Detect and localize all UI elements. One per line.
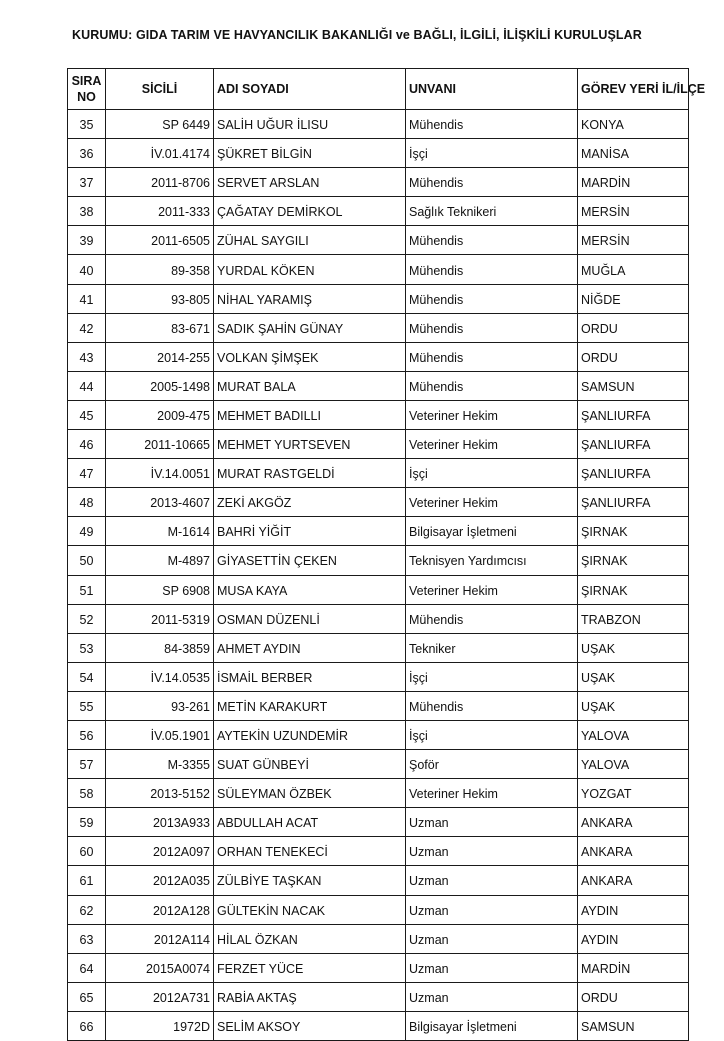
cell-sicili: M-1614 xyxy=(106,517,214,546)
cell-adi-soyadi: AHMET AYDIN xyxy=(214,633,406,662)
cell-adi-soyadi: ZÜLBİYE TAŞKAN xyxy=(214,866,406,895)
cell-gorev-yeri: TRABZON xyxy=(578,604,689,633)
cell-unvani: Uzman xyxy=(406,982,578,1011)
cell-unvani: Mühendis xyxy=(406,371,578,400)
table-row xyxy=(68,924,689,953)
table-row xyxy=(68,226,689,255)
cell-adi-soyadi: SERVET ARSLAN xyxy=(214,168,406,197)
cell-sicili: SP 6449 xyxy=(106,110,214,139)
cell-unvani: Mühendis xyxy=(406,168,578,197)
cell-gorev-yeri: UŞAK xyxy=(578,691,689,720)
cell-adi-soyadi: ÇAĞATAY DEMİRKOL xyxy=(214,197,406,226)
cell-adi-soyadi: AYTEKİN UZUNDEMİR xyxy=(214,720,406,749)
cell-adi-soyadi: BAHRİ YİĞİT xyxy=(214,517,406,546)
cell-unvani: Mühendis xyxy=(406,284,578,313)
cell-sira-no: 38 xyxy=(68,197,106,226)
table-row xyxy=(68,517,689,546)
cell-sicili: 2011-6505 xyxy=(106,226,214,255)
cell-unvani: Mühendis xyxy=(406,313,578,342)
cell-adi-soyadi: ABDULLAH ACAT xyxy=(214,808,406,837)
table-row xyxy=(68,459,689,488)
cell-gorev-yeri: ANKARA xyxy=(578,808,689,837)
cell-sira-no: 49 xyxy=(68,517,106,546)
cell-sira-no: 39 xyxy=(68,226,106,255)
header-sira-no xyxy=(68,69,106,110)
table-row xyxy=(68,866,689,895)
table-row xyxy=(68,953,689,982)
cell-gorev-yeri: AYDIN xyxy=(578,924,689,953)
cell-unvani: İşçi xyxy=(406,459,578,488)
cell-unvani: İşçi xyxy=(406,139,578,168)
cell-unvani: Tekniker xyxy=(406,633,578,662)
cell-sicili: İV.14.0535 xyxy=(106,662,214,691)
cell-gorev-yeri: YALOVA xyxy=(578,720,689,749)
cell-sicili: 2009-475 xyxy=(106,400,214,429)
page-title: KURUMU: GIDA TARIM VE HAVYANCILIK BAKANLIĞI ve BAĞLI, İLGİLİ, İLİŞKİLİ KURULUŞLAR xyxy=(72,28,642,42)
table-row xyxy=(68,691,689,720)
cell-gorev-yeri: SAMSUN xyxy=(578,371,689,400)
cell-unvani: Uzman xyxy=(406,808,578,837)
cell-gorev-yeri: UŞAK xyxy=(578,662,689,691)
cell-sicili: İV.05.1901 xyxy=(106,720,214,749)
cell-adi-soyadi: RABİA AKTAŞ xyxy=(214,982,406,1011)
cell-unvani: Uzman xyxy=(406,837,578,866)
cell-adi-soyadi: SUAT GÜNBEYİ xyxy=(214,750,406,779)
cell-gorev-yeri: ORDU xyxy=(578,982,689,1011)
cell-sira-no: 35 xyxy=(68,110,106,139)
cell-unvani: İşçi xyxy=(406,720,578,749)
cell-unvani: İşçi xyxy=(406,662,578,691)
cell-adi-soyadi: İSMAİL BERBER xyxy=(214,662,406,691)
table-row xyxy=(68,197,689,226)
cell-sira-no: 55 xyxy=(68,691,106,720)
cell-gorev-yeri: ŞIRNAK xyxy=(578,546,689,575)
cell-sira-no: 56 xyxy=(68,720,106,749)
cell-sicili: 2011-5319 xyxy=(106,604,214,633)
cell-sira-no: 51 xyxy=(68,575,106,604)
cell-gorev-yeri: YALOVA xyxy=(578,750,689,779)
table-row xyxy=(68,895,689,924)
table-row xyxy=(68,342,689,371)
cell-sicili: 2015A0074 xyxy=(106,953,214,982)
cell-gorev-yeri: MERSİN xyxy=(578,197,689,226)
cell-gorev-yeri: ANKARA xyxy=(578,866,689,895)
cell-unvani: Mühendis xyxy=(406,604,578,633)
cell-sira-no: 63 xyxy=(68,924,106,953)
cell-gorev-yeri: ORDU xyxy=(578,313,689,342)
table-row xyxy=(68,750,689,779)
table-row xyxy=(68,371,689,400)
cell-sicili: İV.14.0051 xyxy=(106,459,214,488)
cell-sira-no: 62 xyxy=(68,895,106,924)
table-header-row xyxy=(68,69,689,110)
cell-sicili: 2013A933 xyxy=(106,808,214,837)
cell-adi-soyadi: NİHAL YARAMIŞ xyxy=(214,284,406,313)
cell-sicili: 2012A731 xyxy=(106,982,214,1011)
cell-unvani: Uzman xyxy=(406,924,578,953)
cell-sicili: M-3355 xyxy=(106,750,214,779)
cell-adi-soyadi: MEHMET YURTSEVEN xyxy=(214,430,406,459)
cell-unvani: Bilgisayar İşletmeni xyxy=(406,517,578,546)
cell-sira-no: 57 xyxy=(68,750,106,779)
table-row xyxy=(68,575,689,604)
cell-unvani: Mühendis xyxy=(406,226,578,255)
cell-sicili: 1972D xyxy=(106,1011,214,1040)
cell-adi-soyadi: ZÜHAL SAYGILI xyxy=(214,226,406,255)
cell-unvani: Teknisyen Yardımcısı xyxy=(406,546,578,575)
cell-sira-no: 41 xyxy=(68,284,106,313)
cell-unvani: Veteriner Hekim xyxy=(406,400,578,429)
cell-sicili: 2011-8706 xyxy=(106,168,214,197)
cell-sira-no: 37 xyxy=(68,168,106,197)
cell-gorev-yeri: ORDU xyxy=(578,342,689,371)
cell-sira-no: 42 xyxy=(68,313,106,342)
cell-adi-soyadi: VOLKAN ŞİMŞEK xyxy=(214,342,406,371)
cell-sira-no: 48 xyxy=(68,488,106,517)
table-row xyxy=(68,255,689,284)
cell-sicili: İV.01.4174 xyxy=(106,139,214,168)
cell-unvani: Veteriner Hekim xyxy=(406,488,578,517)
header-unvani: UNVANI xyxy=(406,69,578,110)
cell-adi-soyadi: MURAT RASTGELDİ xyxy=(214,459,406,488)
cell-gorev-yeri: MARDİN xyxy=(578,953,689,982)
cell-unvani: Veteriner Hekim xyxy=(406,779,578,808)
cell-sira-no: 65 xyxy=(68,982,106,1011)
table-row xyxy=(68,837,689,866)
cell-gorev-yeri: SAMSUN xyxy=(578,1011,689,1040)
cell-sicili: 2013-4607 xyxy=(106,488,214,517)
cell-gorev-yeri: YOZGAT xyxy=(578,779,689,808)
cell-unvani: Şoför xyxy=(406,750,578,779)
cell-sicili: 2013-5152 xyxy=(106,779,214,808)
cell-adi-soyadi: SELİM AKSOY xyxy=(214,1011,406,1040)
cell-sira-no: 61 xyxy=(68,866,106,895)
cell-unvani: Veteriner Hekim xyxy=(406,430,578,459)
cell-sicili: M-4897 xyxy=(106,546,214,575)
cell-sicili: 2011-10665 xyxy=(106,430,214,459)
cell-gorev-yeri: KONYA xyxy=(578,110,689,139)
cell-unvani: Uzman xyxy=(406,953,578,982)
cell-unvani: Mühendis xyxy=(406,110,578,139)
cell-adi-soyadi: MURAT BALA xyxy=(214,371,406,400)
cell-sira-no: 50 xyxy=(68,546,106,575)
cell-sira-no: 43 xyxy=(68,342,106,371)
cell-adi-soyadi: GÜLTEKİN NACAK xyxy=(214,895,406,924)
cell-gorev-yeri: MUĞLA xyxy=(578,255,689,284)
table-row xyxy=(68,633,689,662)
cell-adi-soyadi: MEHMET BADILLI xyxy=(214,400,406,429)
cell-unvani: Sağlık Teknikeri xyxy=(406,197,578,226)
cell-sira-no: 59 xyxy=(68,808,106,837)
cell-sicili: 2005-1498 xyxy=(106,371,214,400)
cell-unvani: Uzman xyxy=(406,866,578,895)
cell-gorev-yeri: MERSİN xyxy=(578,226,689,255)
cell-sicili: 89-358 xyxy=(106,255,214,284)
cell-adi-soyadi: YURDAL KÖKEN xyxy=(214,255,406,284)
header-gorev-yeri: GÖREV YERİ İL/İLÇE xyxy=(578,69,689,110)
cell-adi-soyadi: HİLAL ÖZKAN xyxy=(214,924,406,953)
cell-unvani: Uzman xyxy=(406,895,578,924)
cell-unvani: Veteriner Hekim xyxy=(406,575,578,604)
cell-sira-no: 53 xyxy=(68,633,106,662)
header-sicili: SİCİLİ xyxy=(106,69,214,110)
table-row xyxy=(68,168,689,197)
table-row xyxy=(68,110,689,139)
header-sira-line1: SIRA xyxy=(71,74,102,88)
cell-sicili: 93-261 xyxy=(106,691,214,720)
cell-gorev-yeri: ANKARA xyxy=(578,837,689,866)
cell-sira-no: 58 xyxy=(68,779,106,808)
cell-sira-no: 60 xyxy=(68,837,106,866)
cell-gorev-yeri: MANİSA xyxy=(578,139,689,168)
cell-gorev-yeri: ŞIRNAK xyxy=(578,517,689,546)
table-row xyxy=(68,1011,689,1040)
table-row xyxy=(68,982,689,1011)
cell-gorev-yeri: NİĞDE xyxy=(578,284,689,313)
cell-sira-no: 64 xyxy=(68,953,106,982)
cell-sira-no: 54 xyxy=(68,662,106,691)
table-row xyxy=(68,488,689,517)
table-row xyxy=(68,604,689,633)
table-row xyxy=(68,808,689,837)
table-row xyxy=(68,720,689,749)
cell-adi-soyadi: ZEKİ AKGÖZ xyxy=(214,488,406,517)
cell-unvani: Mühendis xyxy=(406,255,578,284)
cell-sira-no: 47 xyxy=(68,459,106,488)
cell-sicili: 2014-255 xyxy=(106,342,214,371)
table-row xyxy=(68,139,689,168)
cell-gorev-yeri: ŞANLIURFA xyxy=(578,400,689,429)
header-sira-line2: NO xyxy=(77,90,96,104)
cell-sira-no: 52 xyxy=(68,604,106,633)
table-row xyxy=(68,400,689,429)
cell-gorev-yeri: ŞANLIURFA xyxy=(578,459,689,488)
cell-sicili: 2012A035 xyxy=(106,866,214,895)
cell-sira-no: 66 xyxy=(68,1011,106,1040)
cell-adi-soyadi: OSMAN DÜZENLİ xyxy=(214,604,406,633)
cell-unvani: Bilgisayar İşletmeni xyxy=(406,1011,578,1040)
cell-sira-no: 45 xyxy=(68,400,106,429)
cell-adi-soyadi: FERZET YÜCE xyxy=(214,953,406,982)
cell-gorev-yeri: AYDIN xyxy=(578,895,689,924)
cell-sira-no: 46 xyxy=(68,430,106,459)
table-row xyxy=(68,546,689,575)
cell-sicili: 83-671 xyxy=(106,313,214,342)
header-adi-soyadi: ADI SOYADI xyxy=(214,69,406,110)
table-row xyxy=(68,662,689,691)
personnel-table xyxy=(67,68,706,1041)
cell-sicili: 2012A114 xyxy=(106,924,214,953)
cell-adi-soyadi: SÜLEYMAN ÖZBEK xyxy=(214,779,406,808)
table-row xyxy=(68,284,689,313)
table-body xyxy=(68,110,689,1041)
table-row xyxy=(68,313,689,342)
cell-adi-soyadi: GİYASETTİN ÇEKEN xyxy=(214,546,406,575)
cell-sicili: 84-3859 xyxy=(106,633,214,662)
cell-adi-soyadi: SALİH UĞUR İLISU xyxy=(214,110,406,139)
cell-sicili: 2011-333 xyxy=(106,197,214,226)
cell-adi-soyadi: ORHAN TENEKECİ xyxy=(214,837,406,866)
cell-unvani: Mühendis xyxy=(406,342,578,371)
cell-adi-soyadi: METİN KARAKURT xyxy=(214,691,406,720)
cell-sira-no: 40 xyxy=(68,255,106,284)
cell-sicili: 2012A097 xyxy=(106,837,214,866)
table-row xyxy=(68,779,689,808)
cell-adi-soyadi: MUSA KAYA xyxy=(214,575,406,604)
cell-gorev-yeri: MARDİN xyxy=(578,168,689,197)
cell-gorev-yeri: ŞANLIURFA xyxy=(578,488,689,517)
cell-sicili: SP 6908 xyxy=(106,575,214,604)
cell-adi-soyadi: ŞÜKRET BİLGİN xyxy=(214,139,406,168)
table-row xyxy=(68,430,689,459)
cell-gorev-yeri: UŞAK xyxy=(578,633,689,662)
cell-unvani: Mühendis xyxy=(406,691,578,720)
cell-sicili: 93-805 xyxy=(106,284,214,313)
cell-gorev-yeri: ŞANLIURFA xyxy=(578,430,689,459)
cell-adi-soyadi: SADIK ŞAHİN GÜNAY xyxy=(214,313,406,342)
cell-gorev-yeri: ŞIRNAK xyxy=(578,575,689,604)
cell-sicili: 2012A128 xyxy=(106,895,214,924)
cell-sira-no: 36 xyxy=(68,139,106,168)
cell-sira-no: 44 xyxy=(68,371,106,400)
